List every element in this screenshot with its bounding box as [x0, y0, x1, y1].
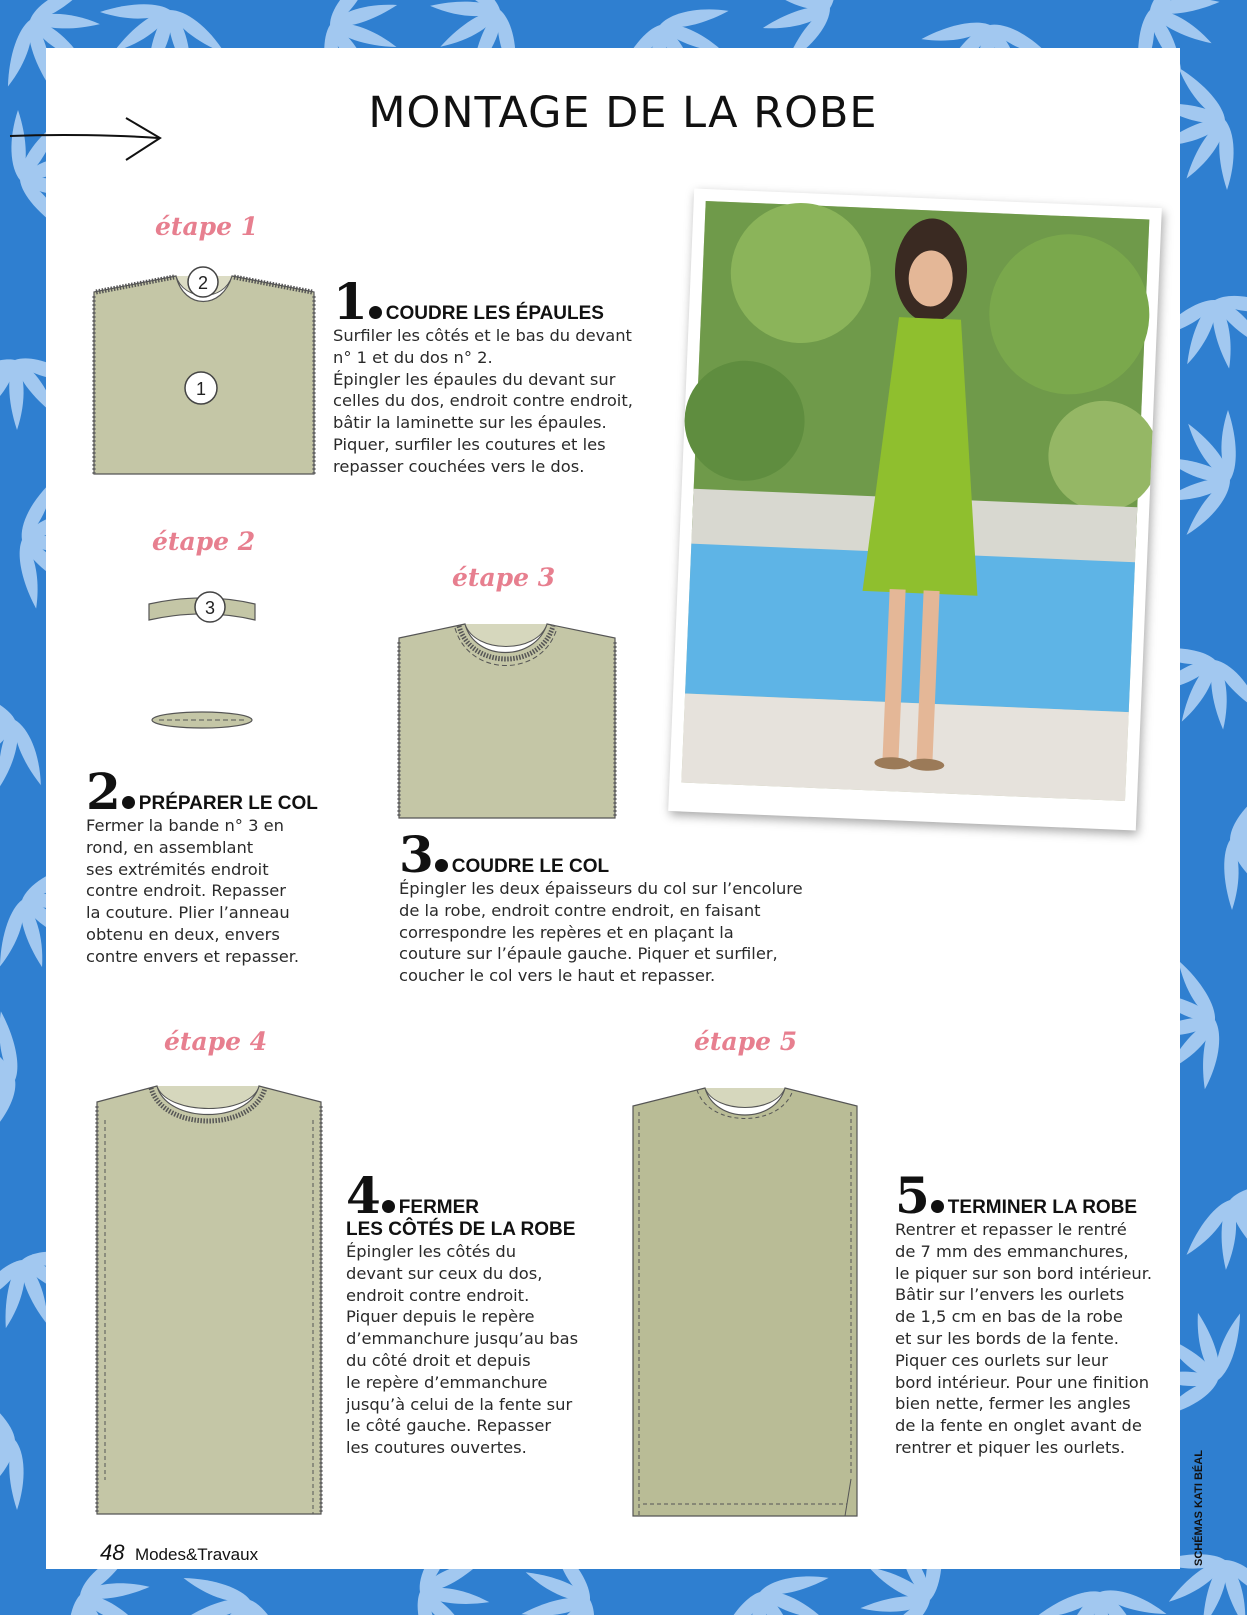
- step-2-block: [86, 762, 346, 968]
- step-1-block: [333, 272, 673, 478]
- step-4-number: 4: [346, 1166, 381, 1225]
- etape-3-label: étape 3: [452, 563, 556, 592]
- marker-collar: 3: [204, 598, 216, 618]
- step-1-body: Surfiler les côtés et le bas du devant n° 1 et du dos n° 2. Épingler les épaules du devant sur celles du dos, endroit contre endroit, bâtir la laminette sur les épaules. Piquer, surfiler les coutures et les repasser couchées vers le dos.: [333, 326, 633, 476]
- step-5-heading: TERMINER LA ROBE: [947, 1197, 1138, 1218]
- marker-back: 2: [197, 273, 209, 293]
- etape-2-label: étape 2: [152, 527, 256, 556]
- etape-1-label: étape 1: [155, 212, 259, 241]
- etape-4-label: étape 4: [164, 1027, 268, 1056]
- schema-credit: SCHÉMAS KATI BÉAL: [1193, 1450, 1205, 1566]
- step-4-heading-line2: LES CÔTÉS DE LA ROBE: [346, 1219, 576, 1240]
- dress-photo: [668, 188, 1162, 830]
- step-4-block: [346, 1166, 606, 1459]
- step-5-block: [895, 1166, 1185, 1459]
- page-number: 48: [100, 1540, 125, 1565]
- magazine-name: Modes&Travaux: [134, 1545, 259, 1564]
- step-3-diagram: [395, 618, 620, 820]
- step-4-body: Épingler les côtés du devant sur ceux du dos, endroit contre endroit. Piquer depuis le repère d’emmanchure jusqu’au bas du côté droit et depuis le repère d’emmanchure jusqu’à celui de la fente sur le côté gauche. Repasser les coutures ouvertes.: [346, 1242, 579, 1458]
- step-2-heading: PRÉPARER LE COL: [138, 793, 318, 814]
- arrow-right-icon: [8, 112, 163, 164]
- step-5-body: Rentrer et repasser le rentré de 7 mm des emmanchures, le piquer sur son bord intérieur. Bâtir sur l’envers les ourlets de 1,5 cm en bas de la robe et sur les bords de la fente. Piquer ces ourlets sur leur bord intérieur. Pour une finition bien nette, fermer les angles de la fente en onglet avant de rentrer et piquer les ourlets.: [895, 1220, 1153, 1457]
- step-3-body: Épingler les deux épaisseurs du col sur l’encolure de la robe, endroit contre endroit, en faisant correspondre les repères et en plaçant la couture sur l’épaule gauche. Piquer et surfiler, coucher le col vers le haut et repasser.: [399, 879, 803, 986]
- page-footer: [100, 1540, 258, 1566]
- page-title: MONTAGE DE LA ROBE: [368, 88, 878, 138]
- step-2-body: Fermer la bande n° 3 en rond, en assemblant ses extrémités endroit contre endroit. Repasser la couture. Plier l’anneau obtenu en deux, envers contre envers et repasser.: [86, 816, 300, 966]
- step-2-number: 2: [86, 762, 121, 821]
- etape-5-label: étape 5: [694, 1027, 798, 1056]
- step-4-diagram: [93, 1080, 325, 1518]
- marker-front: 1: [195, 379, 207, 399]
- model-photo-illustration: [668, 188, 1162, 830]
- step-3-number: 3: [399, 825, 434, 884]
- step-1-diagram: [86, 262, 322, 476]
- step-1-heading: COUDRE LES ÉPAULES: [385, 303, 604, 324]
- step-3-block: [399, 825, 819, 987]
- step-4-heading-line1: FERMER: [398, 1197, 480, 1218]
- step-1-number: 1: [333, 272, 368, 331]
- step-3-heading: COUDRE LE COL: [451, 856, 610, 877]
- step-5-diagram: [629, 1084, 861, 1520]
- step-2-diagram: [145, 590, 260, 730]
- step-5-number: 5: [895, 1166, 930, 1225]
